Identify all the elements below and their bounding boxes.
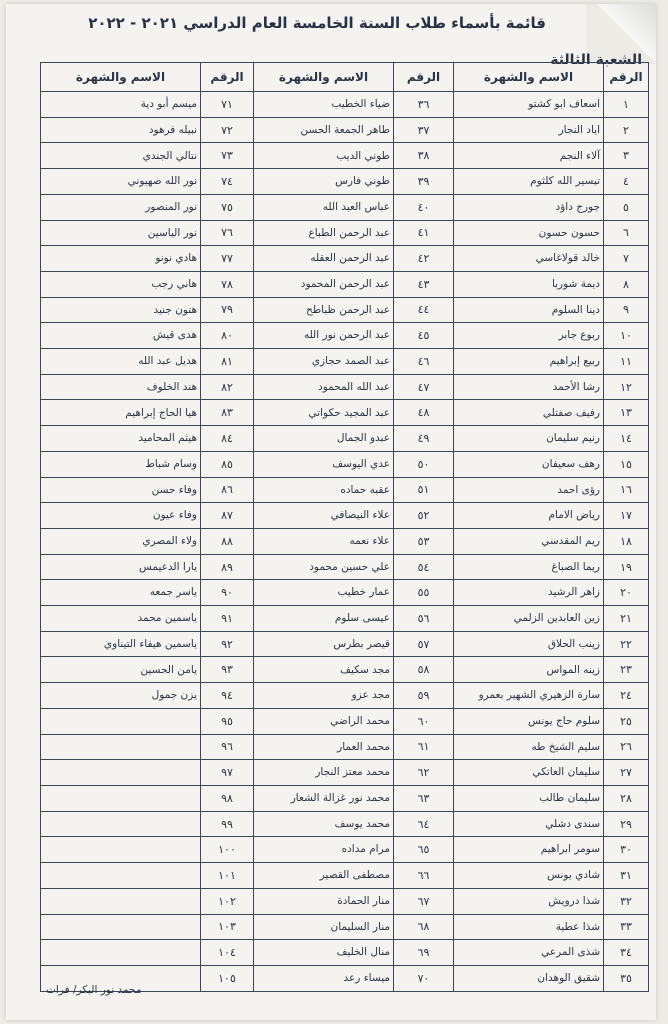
- table-row: [41, 169, 649, 195]
- student-number: ٦٧: [394, 888, 454, 914]
- student-number: ٥٩: [394, 683, 454, 709]
- student-number: ٨٧: [201, 503, 254, 529]
- student-name: [41, 837, 201, 863]
- table-row: [41, 426, 649, 452]
- table-row: [41, 631, 649, 657]
- student-number: ٩٨: [201, 785, 254, 811]
- student-name: ريما الصباغ: [454, 554, 604, 580]
- student-number: ٢٦: [604, 734, 649, 760]
- student-name: تيسير الله كلثوم: [454, 169, 604, 195]
- student-name: رؤى احمد: [454, 477, 604, 503]
- student-name: سليم الشيخ طه: [454, 734, 604, 760]
- student-number: ٩٧: [201, 760, 254, 786]
- student-name: عبد الرحمن الطباع: [254, 220, 394, 246]
- footer-note: محمد نور البكر/ فرات: [46, 984, 142, 996]
- student-name: هادي نونو: [41, 246, 201, 272]
- student-name: مرام مداده: [254, 837, 394, 863]
- student-number: ٩٣: [201, 657, 254, 683]
- student-number: ٧٣: [201, 143, 254, 169]
- student-name: ياسر جمعه: [41, 580, 201, 606]
- table-row: [41, 914, 649, 940]
- student-name: وفاء عيون: [41, 503, 201, 529]
- student-name: منال الخليف: [254, 940, 394, 966]
- student-number: ٥٠: [394, 451, 454, 477]
- student-number: ٨٢: [201, 374, 254, 400]
- student-name: عدي اليوسف: [254, 451, 394, 477]
- student-name: عقبه حماده: [254, 477, 394, 503]
- student-number: ٤٩: [394, 426, 454, 452]
- student-number: ٦٣: [394, 785, 454, 811]
- student-number: ٥١: [394, 477, 454, 503]
- student-number: ٩٠: [201, 580, 254, 606]
- student-number: ٦: [604, 220, 649, 246]
- table-row: [41, 503, 649, 529]
- student-name: [41, 785, 201, 811]
- student-name: علاء النيصافي: [254, 503, 394, 529]
- student-name: حسون حسون: [454, 220, 604, 246]
- student-name: عباس العبد الله: [254, 194, 394, 220]
- student-number: ٤٧: [394, 374, 454, 400]
- student-number: ٥٦: [394, 606, 454, 632]
- student-number: ١٠٢: [201, 888, 254, 914]
- student-name: خالد قولاغاسي: [454, 246, 604, 272]
- student-number: ٦١: [394, 734, 454, 760]
- table-row: [41, 220, 649, 246]
- student-name: عبد الرحمن ظباطح: [254, 297, 394, 323]
- table-row: [41, 708, 649, 734]
- student-name: [41, 888, 201, 914]
- student-number: ١٢: [604, 374, 649, 400]
- student-name: عيسى سلوم: [254, 606, 394, 632]
- student-number: ١٩: [604, 554, 649, 580]
- student-name: نور الياسين: [41, 220, 201, 246]
- student-number: ٤٨: [394, 400, 454, 426]
- student-name: هدى قيش: [41, 323, 201, 349]
- student-number: ١٠٥: [201, 965, 254, 991]
- table-header-row: [41, 63, 649, 92]
- student-number: ٧٤: [201, 169, 254, 195]
- student-number: ٣: [604, 143, 649, 169]
- student-name: عبد الله المحمود: [254, 374, 394, 400]
- student-number: ٤٣: [394, 271, 454, 297]
- student-name: ربيع إبراهيم: [454, 349, 604, 375]
- student-name: قيصر بطرس: [254, 631, 394, 657]
- table-row: [41, 683, 649, 709]
- student-number: ٩: [604, 297, 649, 323]
- student-number: ٧٢: [201, 117, 254, 143]
- student-number: ٦٥: [394, 837, 454, 863]
- student-number: ٤: [604, 169, 649, 195]
- student-name: عمار خطيب: [254, 580, 394, 606]
- student-name: اسعاف ابو كشتو: [454, 92, 604, 118]
- student-name: علي حسين محمود: [254, 554, 394, 580]
- table-row: [41, 606, 649, 632]
- student-number: ٤٦: [394, 349, 454, 375]
- student-name: عبد الرحمن نور الله: [254, 323, 394, 349]
- student-name: محمد الراضي: [254, 708, 394, 734]
- student-number: ٥٤: [394, 554, 454, 580]
- student-name: ياسمين محمد: [41, 606, 201, 632]
- student-number: ٤٠: [394, 194, 454, 220]
- student-number: ٤١: [394, 220, 454, 246]
- student-name: هتون جنيد: [41, 297, 201, 323]
- student-number: ٨٠: [201, 323, 254, 349]
- header-num-2: الرقم: [394, 63, 454, 92]
- table-row: [41, 477, 649, 503]
- student-number: ١٦: [604, 477, 649, 503]
- roster-body: [41, 92, 649, 992]
- student-name: ميساء رعد: [254, 965, 394, 991]
- student-name: عبد الصمد حجازي: [254, 349, 394, 375]
- student-number: ٤٢: [394, 246, 454, 272]
- student-number: ٤٥: [394, 323, 454, 349]
- student-number: ٢٢: [604, 631, 649, 657]
- student-name: محمد يوسف: [254, 811, 394, 837]
- student-number: ٣٥: [604, 965, 649, 991]
- student-name: هيا الحاج إبراهيم: [41, 400, 201, 426]
- student-number: ٦٨: [394, 914, 454, 940]
- student-name: اياد النجار: [454, 117, 604, 143]
- student-number: ٣٢: [604, 888, 649, 914]
- student-number: ٦٦: [394, 863, 454, 889]
- student-name: عبد الرحمن العقله: [254, 246, 394, 272]
- table-row: [41, 117, 649, 143]
- student-number: ٣٨: [394, 143, 454, 169]
- student-number: ٧١: [201, 92, 254, 118]
- student-name: دينا السلوم: [454, 297, 604, 323]
- student-number: ٧٥: [201, 194, 254, 220]
- student-name: شقيق الوهدان: [454, 965, 604, 991]
- student-number: ٣٠: [604, 837, 649, 863]
- student-number: ٩٤: [201, 683, 254, 709]
- header-name-3: الاسم والشهرة: [41, 63, 201, 92]
- student-name: ميسم أبو دية: [41, 92, 201, 118]
- student-name: مجد سكيف: [254, 657, 394, 683]
- student-number: ٧٨: [201, 271, 254, 297]
- page-title: قائمة بأسماء طلاب السنة الخامسة العام الدراسي ٢٠٢١ - ٢٠٢٢: [88, 14, 546, 32]
- student-name: [41, 734, 201, 760]
- student-roster-table: [40, 62, 649, 992]
- table-row: [41, 246, 649, 272]
- student-number: ٧٦: [201, 220, 254, 246]
- student-number: ١٧: [604, 503, 649, 529]
- student-name: مصطفى القصير: [254, 863, 394, 889]
- table-row: [41, 194, 649, 220]
- student-name: [41, 914, 201, 940]
- student-name: سلوم حاج يونس: [454, 708, 604, 734]
- table-row: [41, 92, 649, 118]
- student-name: شذا عطية: [454, 914, 604, 940]
- table-row: [41, 400, 649, 426]
- student-number: ١٥: [604, 451, 649, 477]
- table-row: [41, 863, 649, 889]
- table-row: [41, 940, 649, 966]
- student-number: ٥٨: [394, 657, 454, 683]
- student-number: ١٣: [604, 400, 649, 426]
- student-number: ٢٠: [604, 580, 649, 606]
- student-number: ٧: [604, 246, 649, 272]
- student-name: سندى دشلي: [454, 811, 604, 837]
- header-name-1: الاسم والشهرة: [454, 63, 604, 92]
- student-name: [41, 863, 201, 889]
- student-name: وسام شباط: [41, 451, 201, 477]
- student-name: هند الخلوف: [41, 374, 201, 400]
- student-name: علاء نعمه: [254, 528, 394, 554]
- student-number: ٢: [604, 117, 649, 143]
- section-label: الشعبة الثالثة: [550, 52, 642, 68]
- student-number: ٨٥: [201, 451, 254, 477]
- student-number: ٩٢: [201, 631, 254, 657]
- student-name: ياسمين هيفاء التيناوي: [41, 631, 201, 657]
- student-name: رنيم سليمان: [454, 426, 604, 452]
- student-name: سومر ابراهيم: [454, 837, 604, 863]
- student-number: ٨٨: [201, 528, 254, 554]
- student-number: ٩٥: [201, 708, 254, 734]
- student-name: آلاء النجم: [454, 143, 604, 169]
- student-name: طاهر الجمعة الحسن: [254, 117, 394, 143]
- student-name: ولاء المصري: [41, 528, 201, 554]
- student-name: سليمان العاتكي: [454, 760, 604, 786]
- student-number: ٦٠: [394, 708, 454, 734]
- student-number: ٩١: [201, 606, 254, 632]
- student-name: زينه المواس: [454, 657, 604, 683]
- student-name: محمد معتز النجار: [254, 760, 394, 786]
- student-number: ١٠: [604, 323, 649, 349]
- student-number: ٣٣: [604, 914, 649, 940]
- student-number: ٢٣: [604, 657, 649, 683]
- table-row: [41, 323, 649, 349]
- student-name: زين العابدين الزلمي: [454, 606, 604, 632]
- student-name: نتالي الجندي: [41, 143, 201, 169]
- student-name: يارا الدعيمس: [41, 554, 201, 580]
- student-number: ٨: [604, 271, 649, 297]
- student-number: ١٤: [604, 426, 649, 452]
- student-name: [41, 708, 201, 734]
- student-name: يزن جمول: [41, 683, 201, 709]
- student-name: عبد الرحمن المحمود: [254, 271, 394, 297]
- header-num-3: الرقم: [201, 63, 254, 92]
- student-name: شادي يونس: [454, 863, 604, 889]
- table-row: [41, 734, 649, 760]
- student-number: ٣٤: [604, 940, 649, 966]
- student-number: ٧٧: [201, 246, 254, 272]
- table-row: [41, 451, 649, 477]
- student-number: ٦٢: [394, 760, 454, 786]
- student-number: ١٠٤: [201, 940, 254, 966]
- student-name: عبد المجيد حكواتي: [254, 400, 394, 426]
- student-number: ١: [604, 92, 649, 118]
- header-name-2: الاسم والشهرة: [254, 63, 394, 92]
- student-number: ٧٩: [201, 297, 254, 323]
- student-number: ٩٩: [201, 811, 254, 837]
- student-number: ٢٤: [604, 683, 649, 709]
- student-number: ٨٤: [201, 426, 254, 452]
- student-number: ٢١: [604, 606, 649, 632]
- student-number: ٢٨: [604, 785, 649, 811]
- student-name: ربوع جابر: [454, 323, 604, 349]
- student-number: ٥٢: [394, 503, 454, 529]
- student-number: ١١: [604, 349, 649, 375]
- table-row: [41, 528, 649, 554]
- student-number: ١٠٠: [201, 837, 254, 863]
- student-number: ٨٩: [201, 554, 254, 580]
- student-number: ٥٣: [394, 528, 454, 554]
- table-row: [41, 888, 649, 914]
- student-number: ٦٩: [394, 940, 454, 966]
- student-name: [41, 940, 201, 966]
- student-name: محمد نور غزالة الشعار: [254, 785, 394, 811]
- student-name: نبيله فرهود: [41, 117, 201, 143]
- student-number: ٦٤: [394, 811, 454, 837]
- student-number: ٨٣: [201, 400, 254, 426]
- student-number: ١٠٣: [201, 914, 254, 940]
- student-name: شذا درويش: [454, 888, 604, 914]
- table-row: [41, 271, 649, 297]
- student-number: ٤٤: [394, 297, 454, 323]
- student-name: نور الله صهيوني: [41, 169, 201, 195]
- student-name: منار السليمان: [254, 914, 394, 940]
- student-name: هديل عبد الله: [41, 349, 201, 375]
- student-number: ١٠١: [201, 863, 254, 889]
- header-num-1: الرقم: [604, 63, 649, 92]
- student-number: ٥٥: [394, 580, 454, 606]
- table-row: [41, 297, 649, 323]
- student-name: رشا الأحمد: [454, 374, 604, 400]
- student-number: ٣٧: [394, 117, 454, 143]
- student-name: ديمة شوربا: [454, 271, 604, 297]
- table-row: [41, 554, 649, 580]
- table-row: [41, 811, 649, 837]
- student-name: طوني الديب: [254, 143, 394, 169]
- student-number: ٥٧: [394, 631, 454, 657]
- student-name: هاني رجب: [41, 271, 201, 297]
- table-row: [41, 657, 649, 683]
- student-number: ٣١: [604, 863, 649, 889]
- table-row: [41, 374, 649, 400]
- student-name: زاهر الرشيد: [454, 580, 604, 606]
- table-row: [41, 349, 649, 375]
- table-row: [41, 580, 649, 606]
- student-name: وفاء حسن: [41, 477, 201, 503]
- student-name: [41, 760, 201, 786]
- student-name: يامن الحسين: [41, 657, 201, 683]
- student-number: ٢٩: [604, 811, 649, 837]
- student-name: سليمان طالب: [454, 785, 604, 811]
- student-number: ٢٧: [604, 760, 649, 786]
- student-number: ٩٦: [201, 734, 254, 760]
- student-number: ٨٦: [201, 477, 254, 503]
- student-name: مجد عزو: [254, 683, 394, 709]
- student-number: ٣٦: [394, 92, 454, 118]
- table-row: [41, 837, 649, 863]
- student-number: ٢٥: [604, 708, 649, 734]
- student-name: جورج داؤد: [454, 194, 604, 220]
- student-name: سارة الزهيري الشهير بعمرو: [454, 683, 604, 709]
- table-row: [41, 785, 649, 811]
- student-name: نور المنصور: [41, 194, 201, 220]
- student-name: محمد العمار: [254, 734, 394, 760]
- student-name: رفيف صفتلي: [454, 400, 604, 426]
- student-name: رياض الامام: [454, 503, 604, 529]
- student-number: ٧٠: [394, 965, 454, 991]
- student-name: ضياء الخطيب: [254, 92, 394, 118]
- student-name: ريم المقدسي: [454, 528, 604, 554]
- student-name: هيثم المحاميد: [41, 426, 201, 452]
- table-row: [41, 143, 649, 169]
- student-name: رهف سعيفان: [454, 451, 604, 477]
- student-name: طوني فارس: [254, 169, 394, 195]
- table-row: [41, 760, 649, 786]
- student-name: زينب الحلاق: [454, 631, 604, 657]
- student-number: ٥: [604, 194, 649, 220]
- student-name: شذى المرعي: [454, 940, 604, 966]
- student-number: ١٨: [604, 528, 649, 554]
- student-number: ٣٩: [394, 169, 454, 195]
- student-name: منار الحمادة: [254, 888, 394, 914]
- student-name: [41, 811, 201, 837]
- student-number: ٨١: [201, 349, 254, 375]
- student-name: عبدو الجمال: [254, 426, 394, 452]
